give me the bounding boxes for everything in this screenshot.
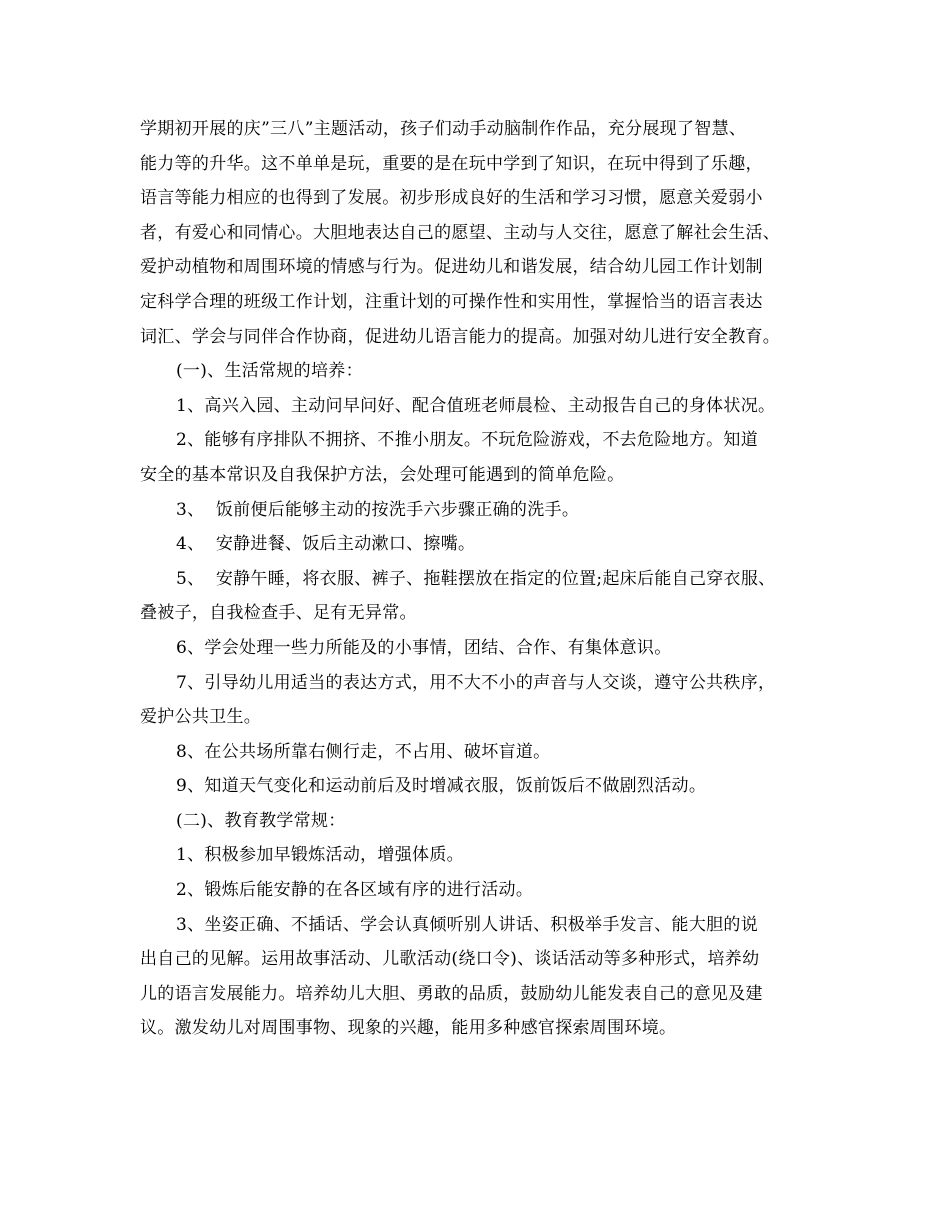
paragraph-first-line: (一)、生活常规的培养：: [176, 361, 363, 382]
text-line: 安全的基本常识及自我保护方法，会处理可能遇到的简单危险。: [140, 464, 625, 485]
paragraph-first-line: 7、引导幼儿用适当的表达方式，用不大不小的声音与人交谈，遵守公共秩序，: [176, 672, 776, 693]
text-line: 学期初开展的庆”三八”主题活动，孩子们动手动脑制作作品，充分展现了智慧、: [140, 119, 747, 139]
paragraph-first-line: 3、 饭前便后能够主动的按洗手六步骤正确的洗手。: [176, 499, 580, 520]
document-body: [140, 112, 820, 1046]
paragraph-first-line: 1、高兴入园、主动问早问好、配合值班老师晨检、主动报告自己的身体状况。: [176, 395, 776, 416]
text-line: 爱护动植物和周围环境的情感与行为。促进幼儿和谐发展，结合幼儿园工作计划制: [140, 257, 763, 278]
paragraph-first-line: 2、锻炼后能安静的在各区域有序的进行活动。: [176, 880, 534, 901]
paragraph-first-line: 3、坐姿正确、不插话、学会认真倾听别人讲话、积极举手发言、能大胆的说: [176, 914, 759, 935]
paragraph-first-line: 9、知道天气变化和运动前后及时增减衣服，饭前饭后不做剧烈活动。: [176, 776, 707, 797]
text-line: 能力等的升华。这不单单是玩，重要的是在玩中学到了知识，在玩中得到了乐趣，: [140, 153, 763, 174]
text-line: 叠被子，自我检查手、足有无异常。: [140, 603, 417, 624]
text-line: 者，有爱心和同情心。大胆地表达自己的愿望、主动与人交往，愿意了解社会生活、: [140, 222, 781, 243]
text-line: 出自己的见解。运用故事活动、儿歌活动(绕口令)、谈话活动等多种形式，培养幼: [140, 949, 760, 970]
text-line: 爱护公共卫生。: [140, 707, 262, 728]
text-line: 语言等能力相应的也得到了发展。初步形成良好的生活和学习习惯，愿意关爱弱小: [140, 188, 763, 209]
paragraph-first-line: 8、在公共场所靠右侧行走，不占用、破坏盲道。: [176, 741, 551, 762]
text-line: 词汇、学会与同伴合作协商，促进幼儿语言能力的提高。加强对幼儿进行安全教育。: [140, 326, 781, 347]
paragraph-first-line: 5、 安静午睡，将衣服、裤子、拖鞋摆放在指定的位置;起床后能自己穿衣服、: [176, 568, 776, 589]
paragraph-first-line: 4、 安静进餐、饭后主动漱口、擦嘴。: [176, 534, 476, 555]
paragraph-first-line: 2、能够有序排队不拥挤、不推小朋友。不玩危险游戏，不去危险地方。知道: [176, 430, 759, 451]
paragraph-first-line: (二)、教育教学常规：: [176, 810, 346, 831]
text-line: 议。激发幼儿对周围事物、现象的兴趣，能用多种感官探索周围环境。: [140, 1018, 677, 1039]
text-line: 儿的语言发展能力。培养幼儿大胆、勇敢的品质，鼓励幼儿能发表自己的意见及建: [140, 983, 763, 1004]
text-line: 定科学合理的班级工作计划，注重计划的可操作性和实用性，掌握恰当的语言表达: [140, 291, 763, 312]
paragraph-first-line: 6、学会处理一些力所能及的小事情，团结、合作、有集体意识。: [176, 637, 672, 658]
paragraph-first-line: 1、积极参加早锻炼活动，增强体质。: [176, 845, 464, 866]
